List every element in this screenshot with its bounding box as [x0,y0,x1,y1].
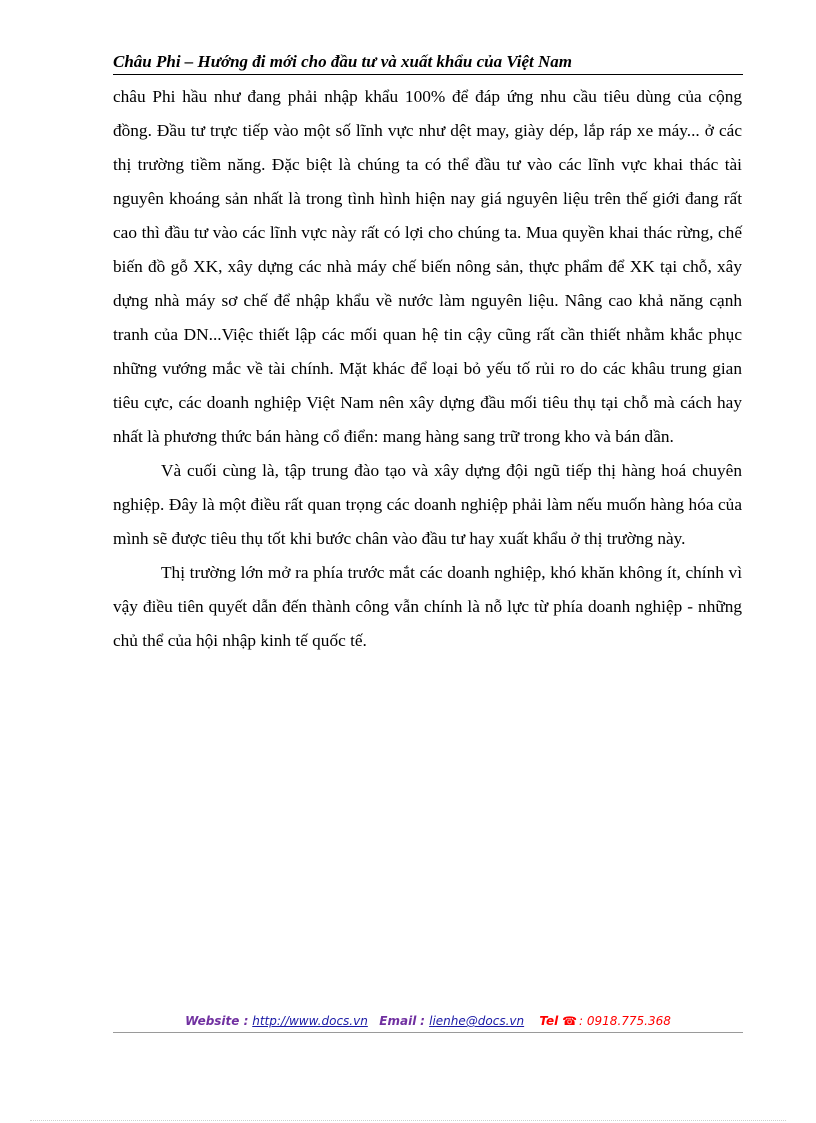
website-link[interactable]: http://www.docs.vn [252,1014,368,1028]
page-footer [113,1013,743,1033]
document-body [113,80,742,658]
paragraph-2: Và cuối cùng là, tập trung đào tạo và xây dựng đội ngũ tiếp thị hàng hoá chuyên nghiệp. Đây là một điều rất quan trọng các doanh nghiệp phải làm nếu muốn hàng hóa của mình sẽ được tiêu thụ tốt khi bước chân vào đầu tư hay xuất khẩu ở thị trường này. [113,461,742,548]
page-header [113,52,743,75]
email-link[interactable]: lienhe@docs.vn [429,1014,525,1028]
page-bottom-border [30,1120,786,1121]
email-separator: : [420,1014,430,1028]
paragraph-3: Thị trường lớn mở ra phía trước mắt các doanh nghiệp, khó khăn không ít, chính vì vậy điều tiên quyết dẫn đến thành công vẫn chính là nỗ lực từ phía doanh nghiệp - những chủ thể của hội nhập kinh tế quốc tế. [113,563,742,650]
phone-number: 0918.775.368 [586,1014,671,1028]
email-label: Email [379,1014,417,1028]
paragraph-1: châu Phi hầu như đang phải nhập khẩu 100% để đáp ứng nhu cầu tiêu dùng của cộng đồng. Đầu tư trực tiếp vào một số lĩnh vực như dệt may, giày dép, lắp ráp xe máy... ở các thị trường tiềm năng. Đặc biệt là chúng ta có thể đầu tư vào các lĩnh vực khai thác tài nguyên khoáng sản nhất là trong tình hình hiện nay giá nguyên liệu trên thế giới đang rất cao thì đầu tư vào các lĩnh vực này rất có lợi cho chúng ta. Mua quyền khai thác rừng, chế biến đồ gỗ XK, xây dựng các nhà máy chế biến nông sản, thực phẩm để XK tại chỗ, xây dựng nhà máy sơ chế để nhập khẩu về nước làm nguyên liệu. Nâng cao khả năng cạnh tranh của DN...Việc thiết lập các mối quan hệ tin cậy cũng rất cần thiết nhằm khắc phục những vướng mắc về tài chính. Mặt khác để loại bỏ yếu tố rủi ro do các khâu trung gian tiêu cực, các doanh nghiệp Việt Nam nên xây dựng đầu mối tiêu thụ tại chỗ mà cách hay nhất là phương thức bán hàng cổ điển: mang hàng sang trữ trong kho và bán dần. [113,87,742,446]
website-label: Website : [185,1014,249,1028]
telephone-icon: ☎ [562,1014,578,1028]
tel-label: Tel [539,1014,559,1028]
phone-separator: : [579,1014,587,1028]
document-title: Châu Phi – Hướng đi mới cho đầu tư và xuất khẩu của Việt Nam [113,52,572,71]
